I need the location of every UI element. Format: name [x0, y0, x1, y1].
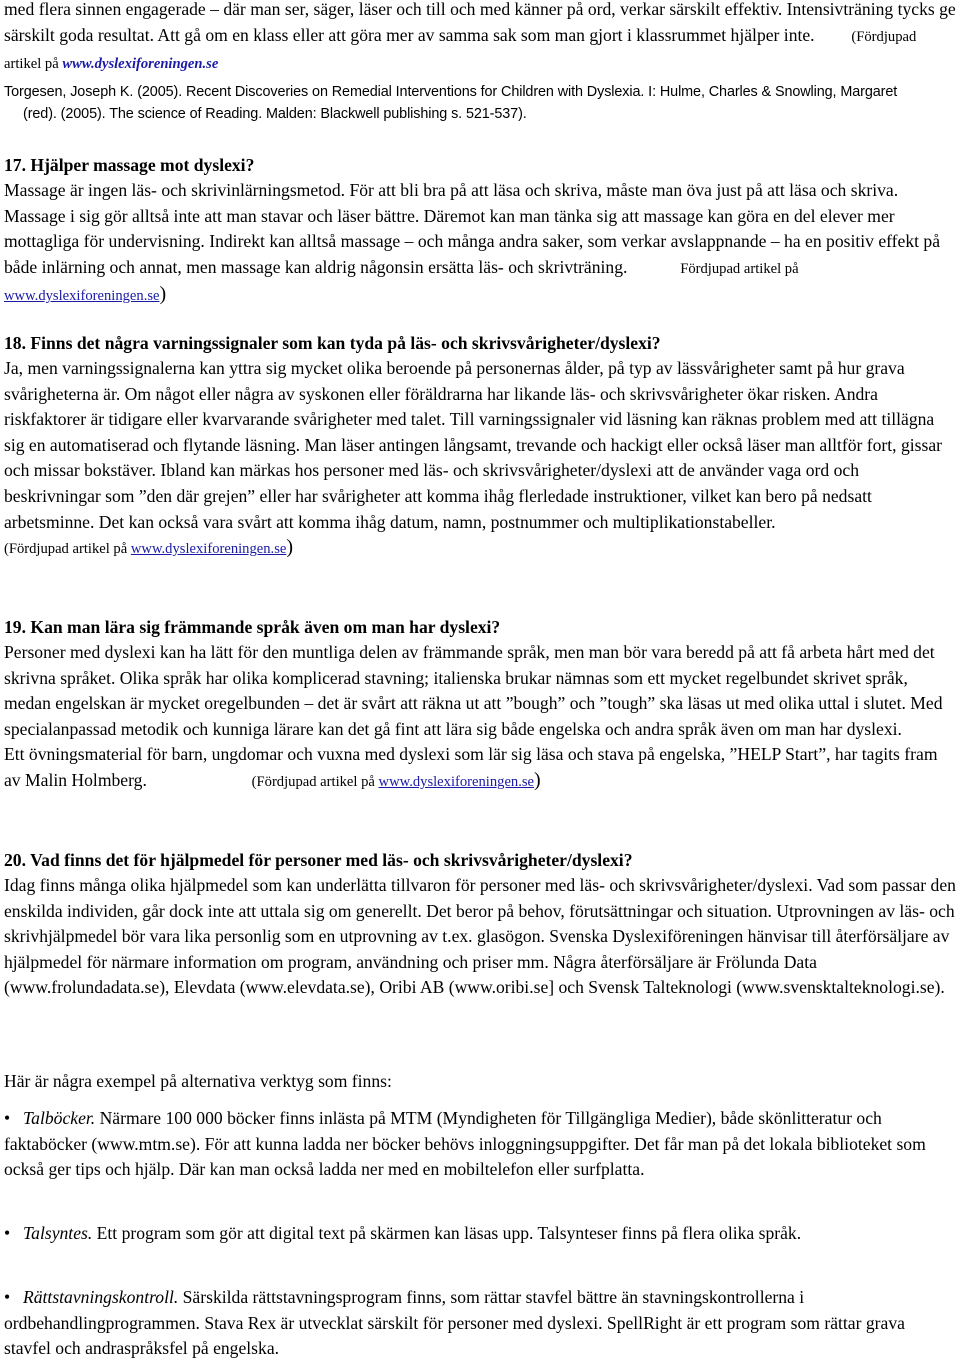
section-18-body: Ja, men varningssignalerna kan yttra sig mycket olika beroende på personernas ålder, på typ av lässvårigheter samt på hur grava svårigheterna är. Om något eller några av syskonen eller föräldrarna har likande läs- och skrivsvårigheter ökar risken. Andra riskfaktorer är tidigare eller kvarvarande svårigheter med talet. Till varningssignaler vid läsning kan räknas problem med att tillägna sig en automatiserad och flytande läsning. Man läser antingen långsamt, trevande och hackigt eller också läser man alltför fort, gissar och missar bokstäver. Ibland kan märkas hos personer med läs- och skrivsvårigheter/dyslexi att de använder vaga ord och beskrivningar som ”den där grejen” eller har svårigheter att komma ihåg flerledade instruktioner, vilket kan bero på nedsatt arbetsminne. Det kan också vara svårt att komma ihåg datum, namn, postnummer och multiplikationstabeller. (Fördjupad artikel på www.dyslexiforeningen.se)	[4, 358, 943, 559]
section-19-body-2: Ett övningsmaterial för barn, ungdomar och vuxna med dyslexi som lär sig läsa och stava på engelska, ”HELP Start”, har tagits fram av Malin Holmberg.	[4, 744, 938, 790]
lead-text: med flera sinnen engagerade – där man ser, säger, läser och till och med känner på ord, verkar särskilt effektiv. Intensivträning tycks ge särskilt goda resultat. Att gå om en klass eller att göra mer av samma sak som man gjort i klassrummet hjälper inte.	[4, 0, 956, 45]
lead-citation: (Fördjupad artikel på www.dyslexiforeningen.se	[4, 28, 917, 73]
bullet-term: Talsyntes.	[23, 1223, 93, 1243]
reference-line-2: (red). (2005). The science of Reading. Malden: Blackwell publishing s. 521-537).	[23, 105, 527, 122]
section-17-citation-link[interactable]: www.dyslexiforeningen.se	[4, 288, 160, 305]
lead-citation-link[interactable]: www.dyslexiforeningen.se	[62, 56, 219, 73]
bullet-term: Rättstavningskontroll.	[23, 1287, 179, 1307]
bullet-item-talbocker	[4, 1106, 956, 1183]
bullet-icon: •	[4, 1287, 11, 1307]
reference-line-1: Torgesen, Joseph K. (2005). Recent Discoveries on Remedial Interventions for Children with Dyslexia. I: Hulme, Charles & Snowling, Margaret	[4, 84, 898, 100]
bullet-text: Ett program som gör att digital text på skärmen kan läsas upp. Talsynteser finns på flera olika språk.	[92, 1223, 802, 1243]
section-20-heading: 20. Vad finns det för hjälpmedel för personer med läs- och skrivsvårigheter/dyslexi?	[4, 850, 633, 870]
section-18-citation: (Fördjupad artikel på www.dyslexiforeningen.se	[4, 541, 287, 558]
bullet-text: Närmare 100 000 böcker finns inlästa på MTM (Myndigheten för Tillgängliga Medier), både skönlitteratur och faktaböcker (www.mtm.se). För att kunna ladda ner böcker behövs inloggningsuppgifter. Det får man på det lokala biblioteket som också ger tips och hjälp. Där kan man också ladda ner med en mobiltelefon eller surfplatta.	[4, 1108, 926, 1180]
section-18-heading: 18. Finns det några varningssignaler som kan tyda på läs- och skrivsvårigheter/dyslexi?	[4, 333, 661, 353]
bullet-item-rattstavning	[4, 1285, 956, 1362]
section-17-heading: 17. Hjälper massage mot dyslexi?	[4, 155, 255, 175]
section-19-heading: 19. Kan man lära sig främmande språk även om man har dyslexi?	[4, 617, 501, 637]
section-19-citation: (Fördjupad artikel på www.dyslexiforeningen.se	[251, 773, 535, 790]
bullet-term: Talböcker.	[23, 1108, 96, 1128]
bullet-icon: •	[4, 1223, 11, 1243]
section-20-body: Idag finns många olika hjälpmedel som kan underlätta tillvaron för personer med läs- och skrivsvårigheter/dyslexi. Vad som passar den enskilda individen, går dock inte att uttala sig om generellt. Det beror på behov, förutsättningar och situation. Utprovningen av läs- och skrivhjälpmedel bör vara lika personlig som en utprovning av t.ex. glasögon. Svenska Dyslexiföreningen hänvisar till återförsäljare av hjälpmedel för närmare information om program, användning och priser mm. Några återförsäljare är Frölunda Data (www.frolundadata.se), Elevdata (www.elevdata.se), Oribi AB (www.oribi.se] och Svensk Talteknologi (www.svensktalteknologi.se).	[4, 875, 956, 998]
examples-intro: Här är några exempel på alternativa verktyg som finns:	[4, 1071, 392, 1091]
bullet-icon: •	[4, 1108, 11, 1128]
section-19-citation-link[interactable]: www.dyslexiforeningen.se	[378, 773, 535, 790]
section-18-citation-link[interactable]: www.dyslexiforeningen.se	[130, 541, 287, 558]
bullet-item-talsyntes	[4, 1221, 956, 1247]
section-17-body: Massage är ingen läs- och skrivinlärningsmetod. För att bli bra på att läsa och skriva, måste man öva just på att läsa och skriva. Massage i sig gör alltså inte att man stavar och läser bättre. Däremot kan man tänka sig att massage kan göra en del elever mer mottagliga för undervisning. Indirekt kan alltså massage – och många andra saker, som verkar avslappnande – ha en positiv effekt på både inlärning och annat, men massage kan aldrig någonsin ersätta läs- och skrivträning. Fördjupad artikel på www.dyslexiforeningen.se)	[4, 180, 941, 306]
section-19-body: Personer med dyslexi kan ha lätt för den muntliga delen av främmande språk, men man bör vara beredd på att få arbeta hårt med det skrivna språket. Olika språk har olika komplicerad stavning; italienska brukar nämnas som ett mycket regelbundet skrivet språk, medan engelskan är mycket oregelbunden – det är svårt att räkna ut att ”bough” och ”tough” ska läsas ut med olika uttal i slutet. Med specialanpassad metodik och kunniga lärare kan det gå fint att lära sig både engelska och andra språk även om man har dyslexi. Ett övningsmaterial för barn, ungdomar och vuxna med dyslexi som lär sig läsa och stava på engelska, ”HELP Start”, har tagits fram av Malin Holmberg. (Fördjupad artikel på www.dyslexiforeningen.se)	[4, 642, 943, 791]
reference-entry	[4, 82, 956, 125]
lead-paragraph	[4, 0, 956, 78]
bullet-text: Särskilda rättstavningsprogram finns, som rättar stavfel bättre än stavningskontrollerna i ordbehandlingprogrammen. Stava Rex är utvecklat särskilt för personer med dyslexi. SpellRight är ett program som rättar grava stavfel och andraspråksfel på engelska.	[4, 1287, 905, 1359]
section-17-citation: Fördjupad artikel på www.dyslexiforeningen.se	[4, 260, 799, 305]
